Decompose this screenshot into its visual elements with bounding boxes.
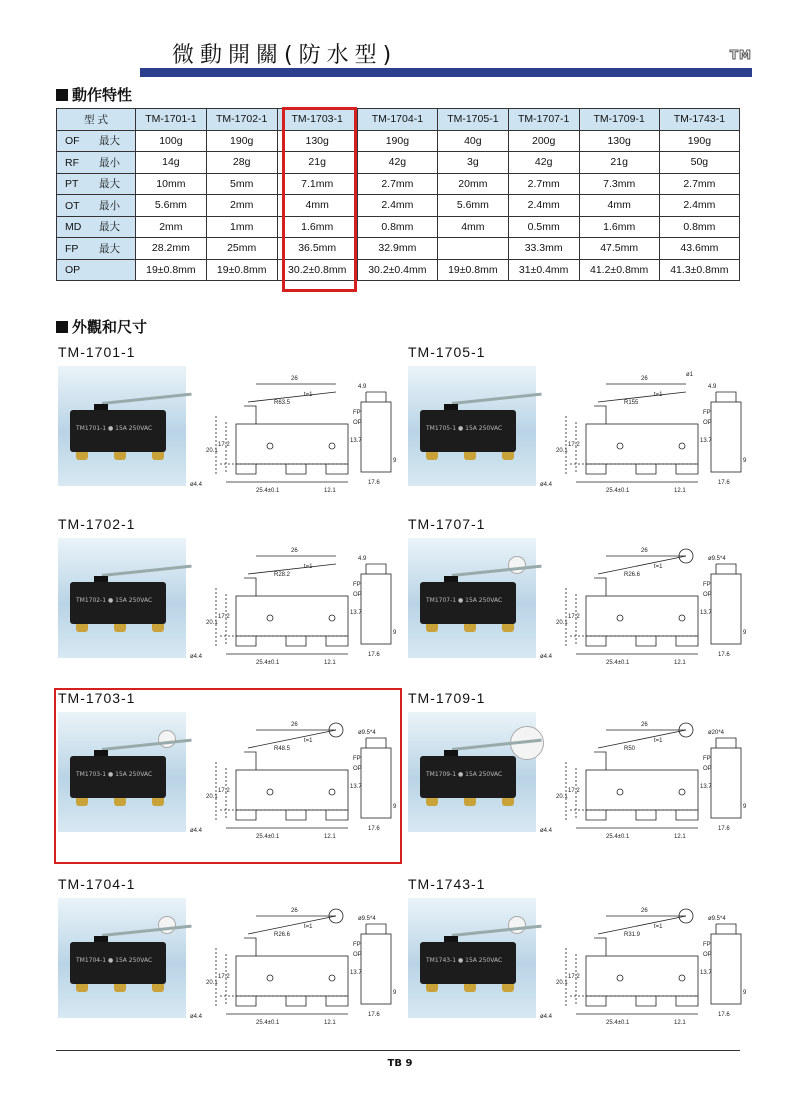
row-label — [57, 173, 136, 195]
dim-hole: ø4.4 — [540, 1014, 553, 1020]
table-cell: 41.2±0.8mm — [579, 259, 659, 281]
table-row — [57, 130, 740, 152]
switch-label: TM1703-1 ● 15A 250VAC — [76, 771, 153, 778]
dim-op: OP — [353, 420, 362, 426]
lever-icon — [102, 925, 192, 937]
dim-pitch2: 12.1 — [324, 1020, 336, 1026]
product-photo — [408, 712, 536, 832]
table-cell: 50g — [659, 152, 739, 174]
dim-pitch1: 25.4±0.1 — [256, 1020, 280, 1026]
switch-body — [70, 756, 166, 798]
product-panel — [406, 690, 750, 860]
table-cell: 2.7mm — [659, 173, 739, 195]
switch-label: TM1707-1 ● 15A 250VAC — [426, 597, 503, 604]
row-code: FP — [65, 242, 79, 255]
dim-h2: 17.2 — [218, 442, 230, 448]
dim-pitch2: 12.1 — [324, 660, 336, 666]
switch-label: TM1701-1 ● 15A 250VAC — [76, 425, 153, 432]
dim-hole: ø4.4 — [540, 654, 553, 660]
row-code: PT — [65, 178, 79, 191]
dim-h1: 20.1 — [206, 794, 218, 800]
dim-op: OP — [353, 952, 362, 958]
dim-op: OP — [703, 952, 712, 958]
switch-body — [70, 410, 166, 452]
table-cell: 10mm — [136, 173, 207, 195]
table-header-model: TM-1703-1 — [277, 109, 357, 131]
dim-width: 26 — [291, 548, 298, 554]
dim-width: 26 — [291, 908, 298, 914]
terminal-pins — [76, 452, 164, 460]
table-cell — [437, 238, 508, 260]
row-qualifier: 最大 — [99, 221, 120, 234]
dim-extra: ø9.5*4 — [708, 916, 726, 922]
dim-op: OP — [703, 592, 712, 598]
dim-fp: FP — [703, 582, 711, 588]
roller-icon — [158, 916, 176, 934]
dim-t: t=1 — [304, 392, 313, 398]
table-cell: 21g — [277, 152, 357, 174]
table-cell: 4mm — [277, 195, 357, 217]
dim-side-height: 9 — [393, 458, 397, 464]
dim-radius: R63.5 — [274, 400, 291, 406]
dim-radius: R31.9 — [624, 932, 641, 938]
switch-body — [420, 582, 516, 624]
lever-icon — [102, 393, 192, 405]
dim-op: OP — [353, 592, 362, 598]
row-qualifier: 最小 — [99, 199, 120, 212]
product-photo — [58, 366, 186, 486]
product-panel — [56, 516, 400, 686]
dim-op: OP — [353, 766, 362, 772]
dim-side-height: 9 — [393, 630, 397, 636]
dim-pitch2: 12.1 — [674, 660, 686, 666]
table-cell: 4mm — [579, 195, 659, 217]
table-cell: 2mm — [136, 216, 207, 238]
row-label — [57, 152, 136, 174]
table-cell: 2.4mm — [508, 195, 579, 217]
table-cell: 19±0.8mm — [206, 259, 277, 281]
dim-h3: 13.7 — [350, 970, 362, 976]
dim-radius: R26.6 — [274, 932, 291, 938]
row-label — [57, 238, 136, 260]
dimension-drawing — [186, 708, 400, 858]
section-square-icon — [56, 321, 68, 333]
dim-pitch2: 12.1 — [674, 1020, 686, 1026]
row-qualifier: 最小 — [99, 156, 120, 169]
dim-fp: FP — [353, 582, 361, 588]
dim-radius: R28.2 — [274, 572, 291, 578]
table-cell: 47.5mm — [579, 238, 659, 260]
terminal-pins — [426, 798, 514, 806]
table-cell: 2.4mm — [357, 195, 437, 217]
table-cell: 42g — [508, 152, 579, 174]
panel-title: TM-1701-1 — [58, 344, 136, 360]
table-cell: 21g — [579, 152, 659, 174]
dim-pitch1: 25.4±0.1 — [606, 1020, 630, 1026]
dim-extra: 4.9 — [358, 556, 367, 562]
terminal-pins — [426, 624, 514, 632]
dim-radius: R48.5 — [274, 746, 291, 752]
dim-h1: 20.1 — [556, 620, 568, 626]
panel-title: TM-1704-1 — [58, 876, 136, 892]
dim-h2: 17.2 — [218, 614, 230, 620]
row-label — [57, 195, 136, 217]
product-panel — [406, 344, 750, 514]
section-heading: 動作特性 — [72, 86, 133, 104]
table-cell: 190g — [357, 130, 437, 152]
dim-width: 26 — [291, 376, 298, 382]
product-photo — [408, 538, 536, 658]
row-qualifier: 最大 — [99, 242, 120, 255]
table-cell: 0.5mm — [508, 216, 579, 238]
dim-side-height: 9 — [393, 804, 397, 810]
lever-icon — [102, 565, 192, 577]
dim-h2: 17.2 — [218, 788, 230, 794]
table-cell: 0.8mm — [659, 216, 739, 238]
title-bar — [140, 68, 752, 77]
dim-width: 26 — [641, 548, 648, 554]
dim-pitch1: 25.4±0.1 — [606, 834, 630, 840]
dim-side-width: 17.6 — [368, 480, 380, 486]
table-cell: 190g — [659, 130, 739, 152]
table-cell: 1.6mm — [277, 216, 357, 238]
product-photo — [408, 366, 536, 486]
table-cell: 41.3±0.8mm — [659, 259, 739, 281]
table-cell: 130g — [277, 130, 357, 152]
dimension-drawing — [536, 362, 750, 512]
switch-body — [420, 942, 516, 984]
dim-h1: 20.1 — [206, 980, 218, 986]
terminal-pins — [76, 798, 164, 806]
dim-side-height: 9 — [743, 804, 747, 810]
dim-h2: 17.2 — [568, 788, 580, 794]
roller-icon — [508, 556, 526, 574]
table-cell: 25mm — [206, 238, 277, 260]
table-cell: 28.2mm — [136, 238, 207, 260]
dim-pitch2: 12.1 — [324, 488, 336, 494]
dim-radius: R155 — [624, 400, 639, 406]
dim-h2: 17.2 — [218, 974, 230, 980]
table-cell: 32.9mm — [357, 238, 437, 260]
footer-rule — [56, 1050, 740, 1051]
dim-op: OP — [703, 766, 712, 772]
table-cell: 3g — [437, 152, 508, 174]
dim-h3: 13.7 — [700, 784, 712, 790]
panel-title: TM-1705-1 — [408, 344, 486, 360]
dimension-drawing — [186, 894, 400, 1044]
dim-hole: ø4.4 — [540, 828, 553, 834]
table-cell: 7.3mm — [579, 173, 659, 195]
dim-dia: ø1 — [686, 372, 694, 378]
switch-body — [420, 410, 516, 452]
row-qualifier: 最大 — [99, 178, 120, 191]
product-photo — [58, 898, 186, 1018]
table-cell: 19±0.8mm — [437, 259, 508, 281]
switch-label: TM1702-1 ● 15A 250VAC — [76, 597, 153, 604]
panel-title: TM-1702-1 — [58, 516, 136, 532]
section-dimensions — [56, 316, 147, 337]
dim-pitch1: 25.4±0.1 — [606, 488, 630, 494]
table-cell: 30.2±0.8mm — [277, 259, 357, 281]
dim-width: 26 — [641, 908, 648, 914]
table-row — [57, 152, 740, 174]
dim-extra: 4.9 — [358, 384, 367, 390]
characteristics-table — [56, 108, 740, 281]
table-header-model: TM-1707-1 — [508, 109, 579, 131]
dim-t: t=1 — [654, 392, 663, 398]
row-code: MD — [65, 221, 82, 234]
lever-icon — [452, 393, 542, 405]
dim-t: t=1 — [304, 924, 313, 930]
table-cell: 19±0.8mm — [136, 259, 207, 281]
dim-t: t=1 — [304, 738, 313, 744]
table-row — [57, 238, 740, 260]
table-header-model: TM-1705-1 — [437, 109, 508, 131]
row-qualifier: 最大 — [99, 135, 120, 148]
table-header-model: TM-1743-1 — [659, 109, 739, 131]
table-header-model: TM-1702-1 — [206, 109, 277, 131]
dim-side-width: 17.6 — [718, 826, 730, 832]
table-cell: 190g — [206, 130, 277, 152]
dimension-drawing — [536, 708, 750, 858]
product-photo — [408, 898, 536, 1018]
table-cell: 40g — [437, 130, 508, 152]
panel-title: TM-1709-1 — [408, 690, 486, 706]
row-label — [57, 259, 136, 281]
dim-extra: ø9.5*4 — [358, 916, 376, 922]
dim-t: t=1 — [304, 564, 313, 570]
table-header-model: TM-1704-1 — [357, 109, 437, 131]
terminal-pins — [76, 984, 164, 992]
table-cell: 43.6mm — [659, 238, 739, 260]
dim-pitch1: 25.4±0.1 — [256, 488, 280, 494]
switch-body — [70, 582, 166, 624]
dim-h1: 20.1 — [556, 980, 568, 986]
dim-h3: 13.7 — [700, 970, 712, 976]
table-cell: 31±0.4mm — [508, 259, 579, 281]
switch-label: TM1709-1 ● 15A 250VAC — [426, 771, 503, 778]
dim-pitch2: 12.1 — [324, 834, 336, 840]
dim-width: 26 — [641, 376, 648, 382]
dim-fp: FP — [703, 942, 711, 948]
terminal-pins — [76, 624, 164, 632]
dim-radius: R50 — [624, 746, 636, 752]
page-number: TB 9 — [387, 1058, 413, 1069]
dim-hole: ø4.4 — [190, 654, 203, 660]
dim-fp: FP — [353, 942, 361, 948]
row-code: OT — [65, 199, 80, 212]
table-cell: 5mm — [206, 173, 277, 195]
product-photo — [58, 538, 186, 658]
table-header-model: TM-1701-1 — [136, 109, 207, 131]
dim-width: 26 — [641, 722, 648, 728]
dim-t: t=1 — [654, 924, 663, 930]
table-cell: 0.8mm — [357, 216, 437, 238]
dim-side-height: 9 — [743, 990, 747, 996]
dim-h2: 17.2 — [568, 442, 580, 448]
dim-radius: R26.6 — [624, 572, 641, 578]
dim-h3: 13.7 — [350, 438, 362, 444]
row-code: OF — [65, 135, 80, 148]
table-row — [57, 259, 740, 281]
dim-pitch1: 25.4±0.1 — [606, 660, 630, 666]
table-cell: 2.7mm — [508, 173, 579, 195]
dim-fp: FP — [353, 410, 361, 416]
dim-fp: FP — [703, 756, 711, 762]
table-header-model: TM-1709-1 — [579, 109, 659, 131]
product-photo — [58, 712, 186, 832]
dim-h2: 17.2 — [568, 614, 580, 620]
dim-side-height: 9 — [743, 458, 747, 464]
dim-extra: 4.9 — [708, 384, 717, 390]
roller-icon — [508, 916, 526, 934]
table-cell: 1.6mm — [579, 216, 659, 238]
dim-width: 26 — [291, 722, 298, 728]
row-code: OP — [65, 263, 81, 276]
dimension-drawing — [186, 534, 400, 684]
dim-side-width: 17.6 — [368, 1012, 380, 1018]
table-cell: 200g — [508, 130, 579, 152]
table-cell: 42g — [357, 152, 437, 174]
section-square-icon — [56, 89, 68, 101]
section-characteristics — [56, 84, 132, 105]
dim-side-width: 17.6 — [368, 826, 380, 832]
dimension-drawing — [536, 534, 750, 684]
dim-h3: 13.7 — [700, 610, 712, 616]
dim-h1: 20.1 — [206, 620, 218, 626]
table-cell: 2.7mm — [357, 173, 437, 195]
table-cell: 14g — [136, 152, 207, 174]
dim-h1: 20.1 — [206, 448, 218, 454]
dim-hole: ø4.4 — [190, 828, 203, 834]
dim-pitch1: 25.4±0.1 — [256, 834, 280, 840]
dimension-drawing — [186, 362, 400, 512]
dim-hole: ø4.4 — [190, 1014, 203, 1020]
lever-icon — [452, 925, 542, 937]
table-row — [57, 216, 740, 238]
product-panel — [406, 516, 750, 686]
dim-side-height: 9 — [393, 990, 397, 996]
dim-side-width: 17.6 — [718, 652, 730, 658]
lever-icon — [102, 739, 192, 751]
table-cell: 5.6mm — [437, 195, 508, 217]
dim-h3: 13.7 — [350, 610, 362, 616]
product-panel — [56, 344, 400, 514]
switch-body — [70, 942, 166, 984]
dim-hole: ø4.4 — [190, 482, 203, 488]
dim-h1: 20.1 — [556, 448, 568, 454]
table-cell: 20mm — [437, 173, 508, 195]
dim-h3: 13.7 — [700, 438, 712, 444]
page-title: 微動開關(防水型) — [172, 43, 398, 68]
product-panel — [56, 876, 400, 1046]
dim-t: t=1 — [654, 564, 663, 570]
table-cell: 1mm — [206, 216, 277, 238]
switch-label: TM1743-1 ● 15A 250VAC — [426, 957, 503, 964]
dim-side-width: 17.6 — [718, 480, 730, 486]
roller-icon — [158, 730, 176, 748]
product-panel — [54, 688, 402, 864]
row-label — [57, 216, 136, 238]
product-panel — [406, 876, 750, 1046]
table-cell: 2mm — [206, 195, 277, 217]
dim-fp: FP — [353, 756, 361, 762]
table-cell: 130g — [579, 130, 659, 152]
switch-body — [420, 756, 516, 798]
switch-label: TM1704-1 ● 15A 250VAC — [76, 957, 153, 964]
dim-h3: 13.7 — [350, 784, 362, 790]
row-code: RF — [65, 156, 79, 169]
dim-h1: 20.1 — [556, 794, 568, 800]
dim-t: t=1 — [654, 738, 663, 744]
dim-op: OP — [703, 420, 712, 426]
table-cell: 7.1mm — [277, 173, 357, 195]
dim-extra: ø9.5*4 — [358, 730, 376, 736]
dim-pitch2: 12.1 — [674, 834, 686, 840]
row-label — [57, 130, 136, 152]
lever-icon — [452, 565, 542, 577]
dim-side-height: 9 — [743, 630, 747, 636]
terminal-pins — [426, 984, 514, 992]
panel-title: TM-1703-1 — [58, 690, 136, 706]
section-heading: 外觀和尺寸 — [72, 318, 148, 336]
switch-label: TM1705-1 ● 15A 250VAC — [426, 425, 503, 432]
table-cell: 4mm — [437, 216, 508, 238]
dim-extra: ø9.5*4 — [708, 556, 726, 562]
table-cell: 100g — [136, 130, 207, 152]
table-cell: 36.5mm — [277, 238, 357, 260]
brand-logo: TM — [729, 48, 752, 62]
table-row — [57, 195, 740, 217]
dim-extra: ø20*4 — [708, 730, 725, 736]
dim-hole: ø4.4 — [540, 482, 553, 488]
terminal-pins — [426, 452, 514, 460]
dimension-drawing — [536, 894, 750, 1044]
dim-pitch1: 25.4±0.1 — [256, 660, 280, 666]
table-cell: 2.4mm — [659, 195, 739, 217]
dim-fp: FP — [703, 410, 711, 416]
dim-pitch2: 12.1 — [674, 488, 686, 494]
dim-side-width: 17.6 — [368, 652, 380, 658]
panel-title: TM-1743-1 — [408, 876, 486, 892]
table-cell: 30.2±0.4mm — [357, 259, 437, 281]
table-corner: 型 式 — [57, 109, 136, 131]
table-row — [57, 173, 740, 195]
table-cell: 28g — [206, 152, 277, 174]
dim-side-width: 17.6 — [718, 1012, 730, 1018]
table-cell: 33.3mm — [508, 238, 579, 260]
table-cell: 5.6mm — [136, 195, 207, 217]
panel-title: TM-1707-1 — [408, 516, 486, 532]
dim-h2: 17.2 — [568, 974, 580, 980]
